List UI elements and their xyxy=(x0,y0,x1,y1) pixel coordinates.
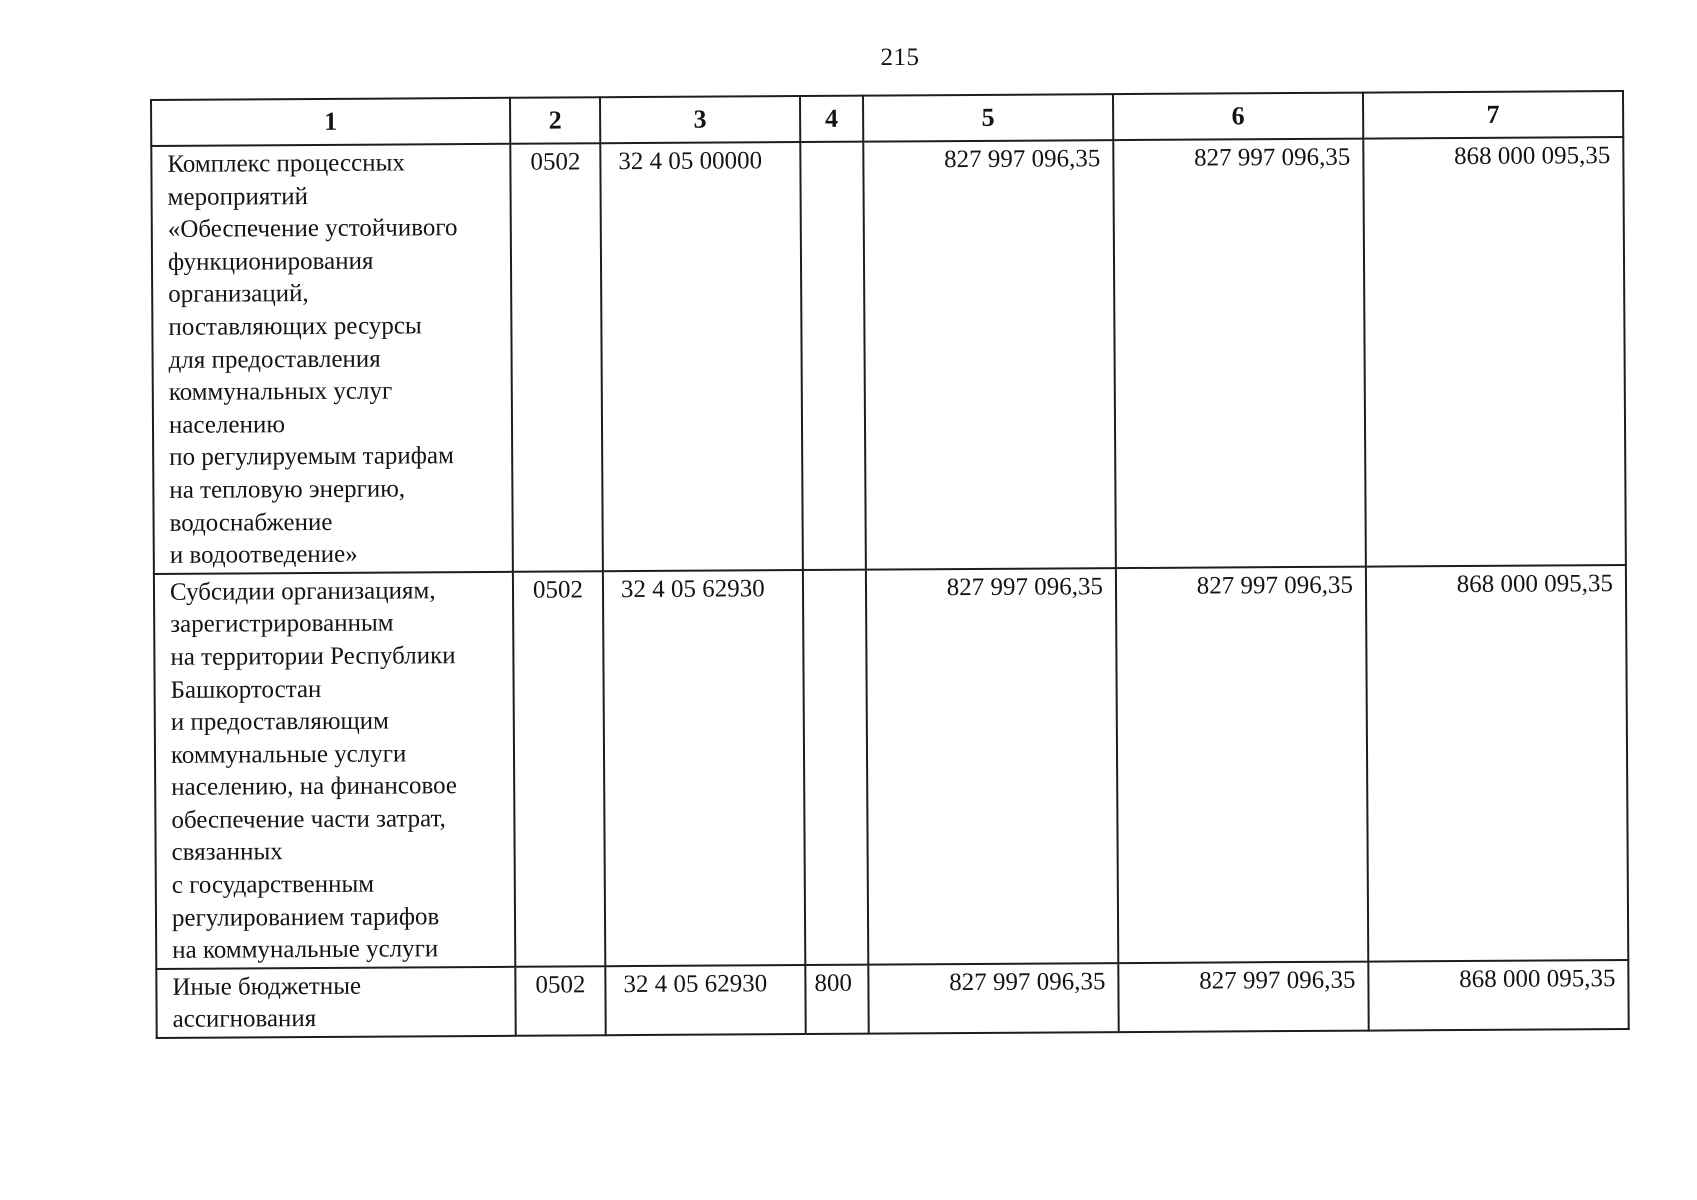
amount-col-5-cell: 827 997 096,35 xyxy=(863,140,1116,569)
section-code-cell: 0502 xyxy=(513,571,605,967)
amount-col-6-cell: 827 997 096,35 xyxy=(1116,566,1368,963)
section-code-cell: 0502 xyxy=(510,143,603,571)
name-line: Комплекс процессных xyxy=(167,149,405,178)
table-row xyxy=(154,565,1628,969)
amount-col-7-cell: 868 000 095,35 xyxy=(1368,960,1628,1031)
budget-table xyxy=(150,90,1630,1039)
name-line: населению xyxy=(168,410,286,439)
expense-type-cell xyxy=(800,142,866,570)
target-code-cell: 32 4 05 62930 xyxy=(605,965,805,1035)
target-code-cell: 32 4 05 62930 xyxy=(603,570,805,966)
name-line: регулированием тарифов xyxy=(171,902,440,932)
amount-col-7-cell: 868 000 095,35 xyxy=(1366,565,1628,962)
name-line: мероприятий xyxy=(167,182,309,211)
name-line: коммунальных услуг xyxy=(168,377,393,407)
name-line: с государственным xyxy=(171,870,375,899)
name-line: и предоставляющим xyxy=(170,707,390,736)
name-line: по регулируемым тарифам xyxy=(169,442,454,472)
name-line: поставляющих ресурсы xyxy=(168,312,422,341)
amount-col-6-cell: 827 997 096,35 xyxy=(1118,961,1368,1032)
expense-type-cell: 800 xyxy=(805,964,868,1034)
header-col-2: 2 xyxy=(510,97,600,144)
page-number: 215 xyxy=(880,44,920,71)
name-line: населению, на финансовое xyxy=(171,772,458,802)
name-line: Субсидии организациям, xyxy=(169,576,436,606)
amount-col-5-cell: 827 997 096,35 xyxy=(868,963,1118,1034)
table-row xyxy=(156,960,1628,1038)
row-name-cell xyxy=(156,967,515,1038)
name-line: «Обеспечение устойчивого xyxy=(167,214,458,244)
amount-col-6-cell: 827 997 096,35 xyxy=(1113,139,1366,568)
name-line: и водоотведение» xyxy=(169,540,358,570)
name-line: функционирования xyxy=(167,247,374,276)
row-name-cell xyxy=(154,572,515,969)
header-col-5: 5 xyxy=(863,94,1113,142)
name-line: Башкортостан xyxy=(170,675,322,704)
name-line: Иные бюджетные xyxy=(172,972,362,1001)
section-code-cell: 0502 xyxy=(515,966,605,1036)
name-line: водоснабжение xyxy=(169,508,333,537)
name-line: организаций, xyxy=(168,280,309,309)
name-line: коммунальные услуги xyxy=(170,740,407,769)
name-line: на тепловую энергию, xyxy=(169,475,406,504)
name-line: на территории Республики xyxy=(170,642,456,671)
expense-type-cell xyxy=(803,569,868,965)
header-col-1: 1 xyxy=(151,98,510,146)
name-line: ассигнования xyxy=(172,1005,317,1034)
name-line: обеспечение части затрат, xyxy=(171,805,446,834)
amount-col-7-cell: 868 000 095,35 xyxy=(1363,137,1626,566)
target-code-cell: 32 4 05 00000 xyxy=(600,142,803,571)
header-col-4: 4 xyxy=(800,96,863,142)
header-col-6: 6 xyxy=(1113,93,1363,141)
header-col-3: 3 xyxy=(600,96,800,143)
name-line: на коммунальные услуги xyxy=(172,935,439,965)
name-line: зарегистрированным xyxy=(170,609,394,639)
name-line: связанных xyxy=(171,838,283,867)
amount-col-5-cell: 827 997 096,35 xyxy=(866,568,1118,965)
table-row xyxy=(151,137,1626,574)
name-line: для предоставления xyxy=(168,345,381,374)
header-col-7: 7 xyxy=(1363,91,1623,139)
row-name-cell xyxy=(151,144,513,574)
